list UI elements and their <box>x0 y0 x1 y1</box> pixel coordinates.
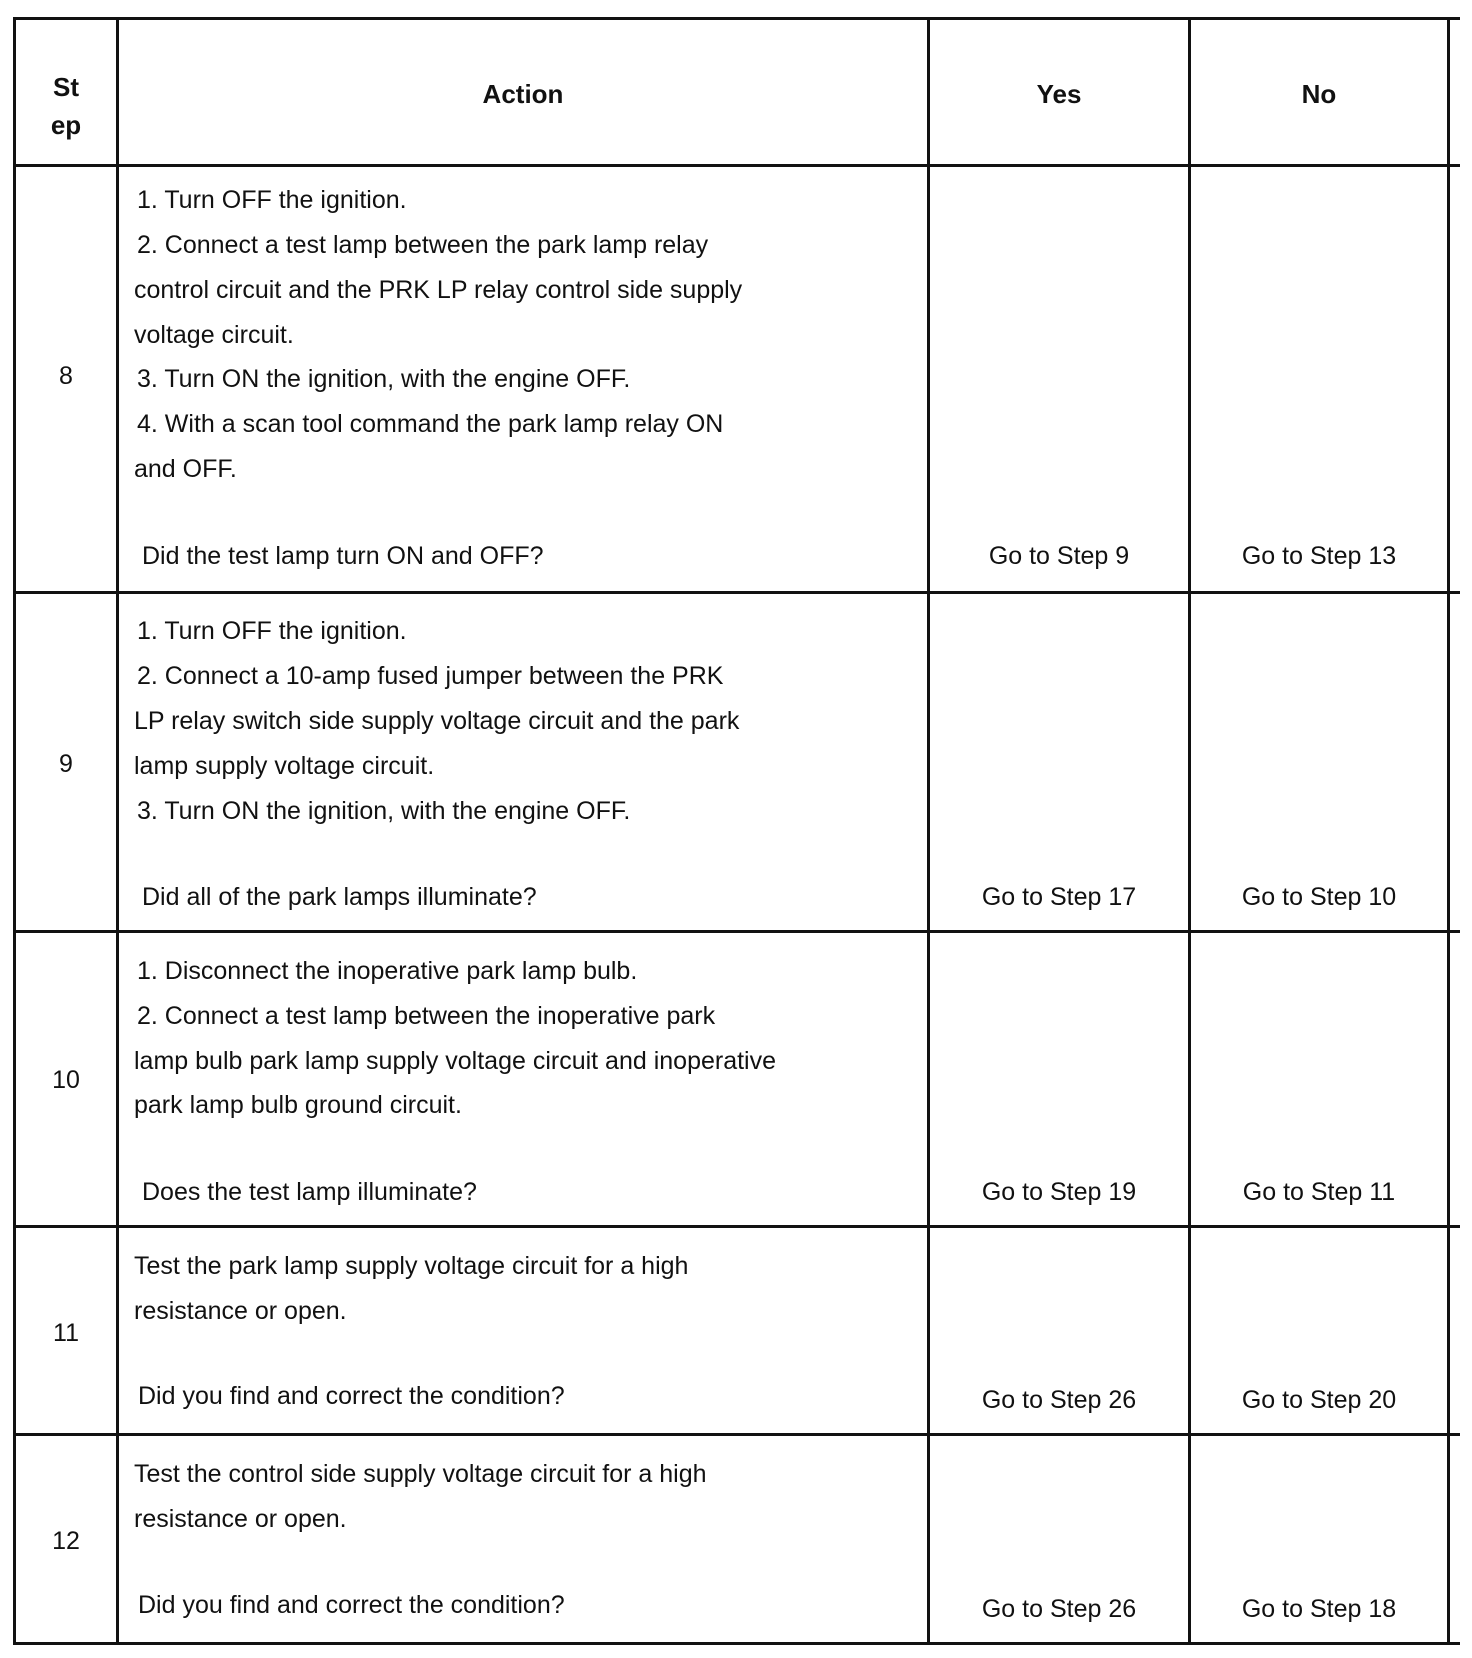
no-target: Go to Step 13 <box>1241 542 1397 570</box>
action-line: Test the control side supply voltage circuit for a high <box>134 1460 707 1488</box>
yes-target: Go to Step 9 <box>988 542 1130 570</box>
step-number: 11 <box>53 1319 79 1347</box>
table-rule <box>13 930 1460 933</box>
action-line: resistance or open. <box>134 1505 347 1533</box>
yes-target: Go to Step 26 <box>981 1595 1137 1623</box>
yes-target: Go to Step 26 <box>981 1386 1137 1414</box>
action-line: control circuit and the PRK LP relay control side supply <box>134 276 743 304</box>
question: Did you find and correct the condition? <box>138 1591 565 1619</box>
table-rule <box>13 1433 1460 1436</box>
question: Did all of the park lamps illuminate? <box>142 883 537 911</box>
header-no: No <box>1301 79 1337 109</box>
action-line: 2. Connect a test lamp between the inoperative park <box>137 1002 716 1030</box>
table-rule <box>13 1225 1460 1228</box>
action-line: park lamp bulb ground circuit. <box>134 1091 462 1119</box>
no-target: Go to Step 11 <box>1242 1178 1396 1206</box>
table-rule <box>1447 17 1450 1645</box>
header-yes: Yes <box>1036 79 1082 109</box>
action-line: 3. Turn ON the ignition, with the engine OFF. <box>137 365 631 393</box>
action-line: 2. Connect a 10-amp fused jumper between the PRK <box>137 662 724 690</box>
action-line: voltage circuit. <box>134 321 294 349</box>
header-step <box>16 68 116 144</box>
action-line: lamp supply voltage circuit. <box>134 752 435 780</box>
table-rule <box>116 17 119 1645</box>
header-step-line1: St <box>53 72 79 102</box>
yes-target: Go to Step 19 <box>981 1178 1137 1206</box>
table-rule <box>13 17 1460 20</box>
question: Did the test lamp turn ON and OFF? <box>142 542 544 570</box>
action-line: 2. Connect a test lamp between the park lamp relay <box>137 231 709 259</box>
step-number: 9 <box>59 750 73 778</box>
action-line: LP relay switch side supply voltage circuit and the park <box>134 707 740 735</box>
question: Did you find and correct the condition? <box>138 1382 565 1410</box>
yes-target: Go to Step 17 <box>981 883 1137 911</box>
header-action: Action <box>482 79 564 109</box>
action-line: 1. Turn OFF the ignition. <box>137 617 407 645</box>
action-line: 4. With a scan tool command the park lamp relay ON <box>137 410 724 438</box>
table-rule <box>13 591 1460 594</box>
action-line: 1. Turn OFF the ignition. <box>137 186 407 214</box>
step-number: 10 <box>52 1066 80 1094</box>
action-line: 1. Disconnect the inoperative park lamp bulb. <box>137 957 638 985</box>
table-rule <box>13 1642 1460 1645</box>
action-line: and OFF. <box>134 455 237 483</box>
action-line: resistance or open. <box>134 1297 347 1325</box>
step-number: 8 <box>59 362 73 390</box>
no-target: Go to Step 20 <box>1241 1386 1397 1414</box>
action-line: Test the park lamp supply voltage circuit for a high <box>134 1252 689 1280</box>
action-line: lamp bulb park lamp supply voltage circuit and inoperative <box>134 1047 777 1075</box>
table-rule <box>13 164 1460 167</box>
header-step-line2: ep <box>50 110 82 140</box>
no-target: Go to Step 10 <box>1241 883 1397 911</box>
question: Does the test lamp illuminate? <box>142 1178 477 1206</box>
table-rule <box>13 17 16 1645</box>
no-target: Go to Step 18 <box>1241 1595 1397 1623</box>
action-line: 3. Turn ON the ignition, with the engine OFF. <box>137 797 631 825</box>
step-number: 12 <box>52 1527 80 1555</box>
